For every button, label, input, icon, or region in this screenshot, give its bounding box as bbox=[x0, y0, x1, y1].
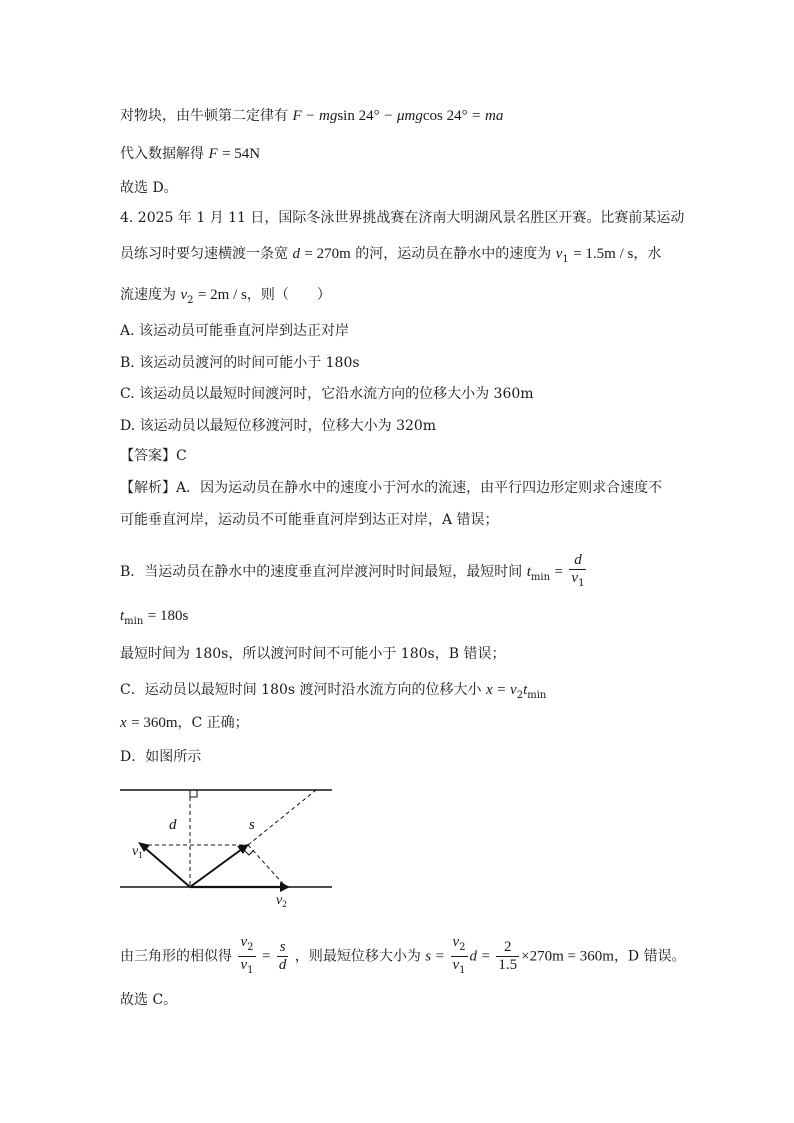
analysis-b-line3: 最短时间为 180s，所以渡河时间不可能小于 180s，B 错误； bbox=[120, 646, 506, 662]
equation-line-newton: 对物块，由牛顿第二定律有 F − mgsin 24° − μmgcos 24° = ma bbox=[120, 108, 504, 124]
analysis-c-line1: C．运动员以最短时间 180s 渡河时沿水流方向的位移大小 $x = v_2t_{min}$ bbox=[120, 682, 547, 701]
fraction-2-over-1-5: $\frac{2}{1.5}$ bbox=[498, 939, 518, 973]
analysis-c-line2: x = 360m，C 正确； bbox=[120, 715, 249, 731]
option-a: A. 该运动员可能垂直河岸到达正对岸 bbox=[120, 323, 350, 339]
answer-tag: 【答案】 bbox=[120, 448, 176, 464]
option-c: C. 该运动员以最短时间渡河时，它沿水流方向的位移大小为 360m bbox=[120, 386, 534, 402]
parallelogram-dashed-line bbox=[248, 845, 286, 887]
analysis-b-line1: B．当运动员在静水中的速度垂直河岸渡河时时间最短，最短时间 $t_{min}$ = $\frac{d}{v_1}$ bbox=[120, 552, 588, 592]
v2-arrowhead bbox=[280, 882, 290, 892]
displacement-dashed-line bbox=[248, 790, 316, 845]
right-angle-mark-top bbox=[190, 790, 197, 797]
answer-line bbox=[120, 446, 187, 466]
analysis-b-line2: $t_{min} = 180s$ bbox=[120, 608, 189, 627]
fraction-s-over-d: $\frac{s}{d}$ bbox=[278, 939, 287, 973]
result-line-force: 代入数据解得 F = 54N bbox=[120, 146, 261, 162]
question-4-stem-line2: 员练习时要匀速横渡一条宽 d = 270m 的河，运动员在静水中的速度为 $v_1 = 1.5m / s$，水 bbox=[120, 246, 662, 265]
fraction-v2-over-v1-b: $\frac{v_2}{v_1}$ bbox=[452, 934, 466, 976]
choice-line-d: 故选 D。 bbox=[120, 180, 178, 196]
label-d: d bbox=[169, 817, 177, 833]
analysis-a-line2: 可能垂直河岸，运动员不可能垂直河岸到达正对岸，A 错误； bbox=[120, 512, 499, 528]
label-v1: $v_1$ bbox=[132, 844, 143, 860]
answer-value: C bbox=[176, 448, 187, 464]
option-d: D. 该运动员以最短位移渡河时，位移大小为 320m bbox=[120, 418, 437, 434]
v1-arrow bbox=[145, 848, 190, 887]
option-b: B. 该运动员渡河的时间可能小于 180s bbox=[120, 355, 360, 371]
final-choice-line: 故选 C。 bbox=[120, 992, 178, 1008]
label-s: s bbox=[249, 817, 255, 833]
label-v2: $v_2$ bbox=[276, 893, 287, 909]
question-4-stem-line3: 流速度为 $v_2 = 2m / s$，则（ ） bbox=[120, 287, 331, 306]
fraction-d-over-v1: $\frac{d}{v_1}$ bbox=[571, 552, 585, 589]
fraction-v2-over-v1: $\frac{v_2}{v_1}$ bbox=[240, 934, 254, 976]
question-4-stem-line1: 4. 2025 年 1 月 11 日，国际冬泳世界挑战赛在济南大明湖风景名胜区开赛。比赛前某运动 bbox=[120, 210, 685, 226]
analysis-d-line2: 由三角形的相似得 $\frac{v_2}{v_1}$ = $\frac{s}{d}$ ，则最短位移大小为 s = $\frac{v_2}{v_1}$ d = $\frac{2}{1.5}$ ×270m = 360m，D 错误。 bbox=[120, 934, 686, 979]
analysis-a-line1: 【解析】A．因为运动员在静水中的速度小于河水的流速，由平行四边形定则求合速度不 bbox=[120, 480, 663, 496]
river-crossing-figure bbox=[118, 782, 338, 910]
analysis-d-line1: D．如图所示 bbox=[120, 749, 202, 765]
analysis-tag: 【解析】 bbox=[120, 480, 176, 496]
resultant-arrow bbox=[190, 849, 242, 887]
